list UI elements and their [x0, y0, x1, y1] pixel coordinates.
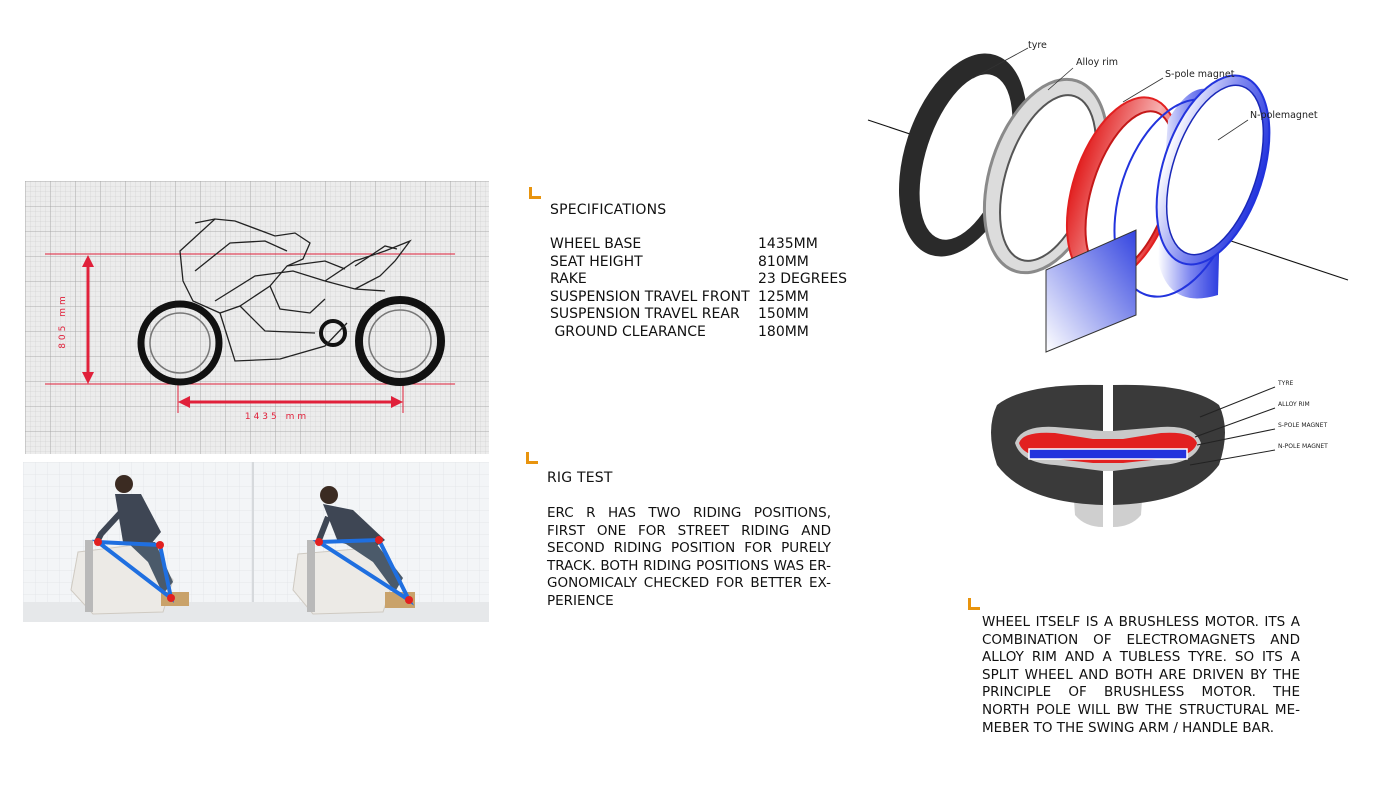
motorcycle-dimension-drawing: [25, 181, 489, 454]
label-n-pole-magnet: N-polemagnet: [1250, 110, 1318, 121]
spec-label: SEAT HEIGHT: [550, 253, 643, 270]
wheel-cross-section: [985, 375, 1328, 535]
specs-table: [550, 236, 870, 341]
spec-row: [550, 324, 870, 342]
spec-value: 180MM: [758, 323, 809, 340]
rig-heading: RIG TEST: [547, 470, 613, 486]
spec-row: [550, 306, 870, 324]
spec-label: SUSPENSION TRAVEL FRONT: [550, 288, 750, 305]
label-s-pole-magnet: S-pole magnet: [1165, 69, 1235, 80]
spec-label: SUSPENSION TRAVEL REAR: [550, 306, 740, 322]
spec-row: [550, 236, 870, 254]
rig-bracket: [526, 452, 538, 464]
section-label-alloy-rim: ALLOY RIM: [1278, 401, 1310, 408]
label-tyre: tyre: [1028, 40, 1047, 51]
wheel-body: WHEEL ITSELF IS A BRUSHLESS MOTOR. ITS A COMBINATION OF ELECTROMAGNETS AND ALLOY RIM AND A TUBLESS TYRE. SO ITS A SPLIT WHEEL AND BOTH ARE DRIVEN BY THE PRINCIPLE OF BRUSHLESS MOTOR. THE NORTH POLE WILL BW THE STRUCTURAL ME- MEBER TO THE SWING ARM / HANDLE BAR.: [982, 614, 1300, 736]
spec-value: 23 DEGREES: [758, 271, 848, 287]
spec-row: [550, 271, 870, 289]
specs-bracket: [529, 187, 541, 199]
rig-body: ERC R HAS TWO RIDING POSITIONS, FIRST ONE FOR STREET RIDING AND SECOND RIDING POSITION FOR PURELY TRACK. BOTH RIDING POSITIONS WAS ER- GONOMICALY CHECKED FOR BETTER EX- PERIENCE: [547, 505, 831, 609]
specs-heading: SPECIFICATIONS: [550, 202, 667, 218]
length-dimension-label: 1435 mm: [244, 412, 310, 422]
section-label-s-pole-magnet: S-POLE MAGNET: [1278, 422, 1328, 429]
spec-value: 1435MM: [758, 236, 818, 252]
height-dimension-label: 805 mm: [58, 293, 68, 349]
exploded-wheel-diagram: [868, 30, 1368, 360]
label-alloy-rim: Alloy rim: [1076, 57, 1119, 68]
spec-row: [550, 254, 870, 272]
rig-test-photos: [23, 462, 489, 622]
section-label-tyre: TYRE: [1278, 380, 1294, 387]
spec-label: RAKE: [550, 271, 587, 287]
spec-value: 150MM: [758, 306, 809, 322]
spec-label: GROUND CLEARANCE: [550, 323, 706, 340]
section-label-n-pole-magnet: N-POLE MAGNET: [1278, 443, 1328, 450]
spec-value: 810MM: [758, 253, 809, 270]
spec-row: [550, 289, 870, 307]
wheel-bracket: [968, 598, 980, 610]
spec-label: WHEEL BASE: [550, 236, 642, 252]
spec-value: 125MM: [758, 288, 809, 305]
